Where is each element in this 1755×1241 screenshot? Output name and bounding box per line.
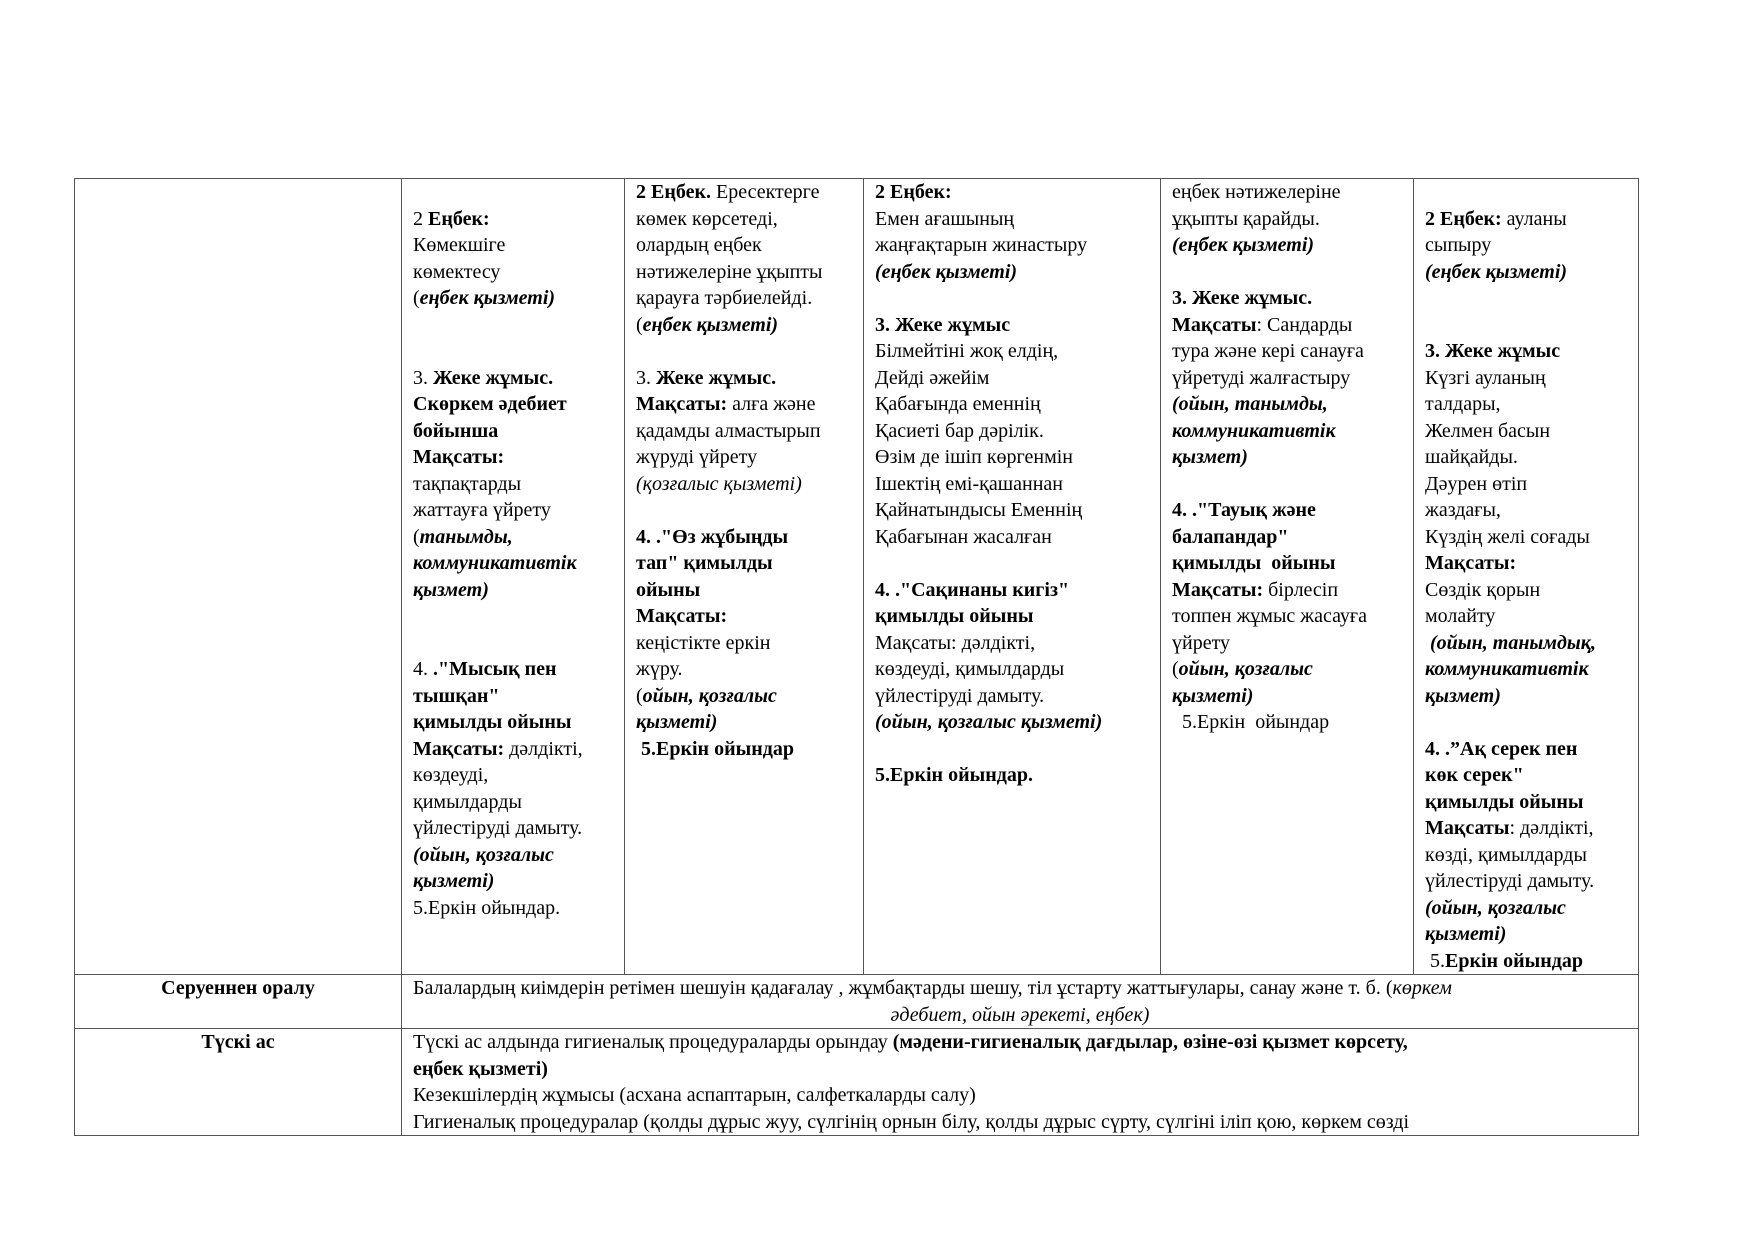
return-from-walk-description: Балалардың киімдерін ретімен шешуін қадағалау , жұмбақтарды шешу, тіл ұстарту жаттығулары, санау және т. б. (көркем әдебиет, ойын әрекеті, еңбек) — [402, 975, 1639, 1029]
lunch-row — [75, 1029, 1639, 1136]
friday-activities-cell: 2 Еңбек: ауланы сыпыру (еңбек қызметі) 3. Жеке жұмыс Күзгі ауланың талдары, Желмен басын шайқайды. Дәурен өтіп жаздағы, Күздің желі соғады Мақсаты: Сөздік қорын молайту (ойын, танымдық, коммуникативтік қызмет) 4. .”Ақ серек пен көк серек" қимылды ойыны Мақсаты: дәлдікті, көзді, қимылдарды үйлестіруді дамыту. (ойын, қозғалыс қызметі) 5.Еркін ойындар — [1414, 179, 1639, 975]
monday-activities-cell: 2 Еңбек: Көмекшіге көмектесу (еңбек қызметі) 3. Жеке жұмыс. Скөркем әдебиет бойынша Мақсаты: тақпақтарды жаттауға үйрету (танымды, коммуникативтік қызмет) 4. ."Мысық пен тышқан" қимылды ойыны Мақсаты: дәлдікті, көздеуді, қимылдарды үйлестіруді дамыту. (ойын, қозғалыс қызметі) 5.Еркін ойындар. — [402, 179, 625, 975]
wednesday-activities-cell: 2 Еңбек: Емен ағашының жаңғақтарын жинастыру (еңбек қызметі) 3. Жеке жұмыс Білмейтіні жоқ елдің, Дейді әжейім Қабағында еменнің Қасиеті бар дәрілік. Өзім де ішіп көргенмін Ішектің емі-қашаннан Қайнатындысы Еменнің Қабағынан жасалған 4. ."Сақинаны кигіз" қимылды ойыны Мақсаты: дәлдікті, көздеуді, қимылдарды үйлестіруді дамыту. (ойын, қозғалыс қызметі) 5.Еркін ойындар. — [864, 179, 1161, 975]
row-label-return-from-walk: Серуеннен оралу — [75, 975, 402, 1029]
activities-row — [75, 179, 1639, 975]
thursday-activities-cell: еңбек нәтижелеріне ұқыпты қарайды. (еңбек қызметі) 3. Жеке жұмыс. Мақсаты: Сандарды тура және кері санауға үйретуді жалғастыру (ойын, танымды, коммуникативтік қызмет) 4. ."Тауық және балапандар" қимылды ойыны Мақсаты: бірлесіп топпен жұмыс жасауға үйрету (ойын, қозғалыс қызметі) 5.Еркін ойындар — [1161, 179, 1414, 975]
daily-plan-table — [74, 178, 1639, 1136]
lunch-description: Түскі ас алдында гигиеналық процедураларды орындау (мәдени-гигиеналық дағдылар, өзіне-өзі қызмет көрсету, еңбек қызметі) Кезекшілердің жұмысы (асхана аспаптарын, салфеткаларды салу) Гигиеналық процедуралар (қолды дұрыс жуу, сүлгінің орнын білу, қолды дұрыс сүрту, сүлгіні іліп қою, көркем сөзді — [402, 1029, 1639, 1136]
row-label-empty — [75, 179, 402, 975]
row-label-lunch: Түскі ас — [75, 1029, 402, 1136]
tuesday-activities-cell: 2 Еңбек. Ересектерге көмек көрсетеді, олардың еңбек нәтижелеріне ұқыпты қарауға тәрбиелейді. (еңбек қызметі) 3. Жеке жұмыс. Мақсаты: алға және қадамды алмастырып жүруді үйрету (қозғалыс қызметі) 4. ."Өз жұбыңды тап" қимылды ойыны Мақсаты: кеңістікте еркін жүру. (ойын, қозғалыс қызметі) 5.Еркін ойындар — [625, 179, 864, 975]
return-from-walk-row — [75, 975, 1639, 1029]
